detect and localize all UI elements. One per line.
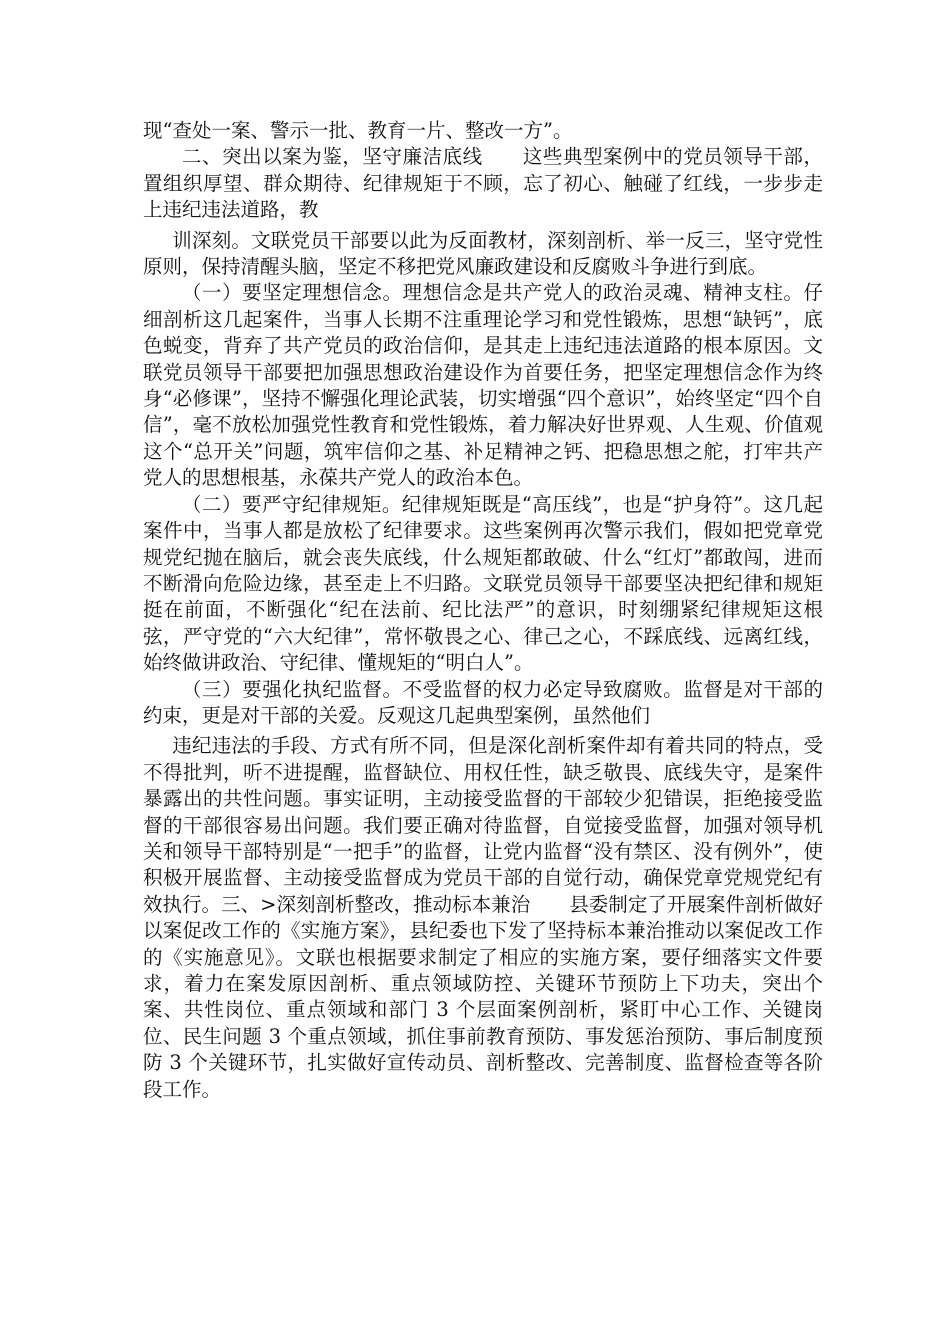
paragraph-7: 违纪违法的手段、方式有所不同，但是深化剖析案件却有着共同的特点，受不得批判，听不进提醒，监督缺位、用权任性，缺乏敬畏、底线失守，是案件暴露出的共性问题。事实证明，主动接受监督的干部较少犯错误，拒绝接受监督的干部很容易出问题。我们要正确对待监督，自觉接受监督，加强对领导机关和领导干部特别是“一把手”的监督，让党内监督“没有禁区、没有例外”，使积极开展监督、主动接受监督成为党员干部的自觉行动，确保党章党规党纪有效执行。三、>深刻剖析整改，推动标本兼治 县委制定了开展案件剖析做好以案促改工作的《实施方案》，县纪委也下发了坚持标本兼治推动以案促改工作的《实施意见》。文联也根据要求制定了相应的实施方案，要仔细落实文件要求，着力在案发原因剖析、重点领域防控、关键环节预防上下功夫，突出个案、共性岗位、重点领域和部门 3 个层面案例剖析，紧盯中心工作、关键岗位、民生问题 3 个重点领域，抓住事前教育预防、事发惩治预防、事后制度预防 3 个关键环节，扎实做好宣传动员、剖析整改、完善制度、监督检查等各阶段工作。 <box>143 734 823 1101</box>
document-page <box>143 118 823 1103</box>
paragraph-3: 训深刻。文联党员干部要以此为反面教材，深刻剖析、举一反三，坚守党性原则，保持清醒头脑，坚定不移把党风廉政建设和反腐败斗争进行到底。 <box>143 228 823 279</box>
paragraph-5: （二）要严守纪律规矩。纪律规矩既是“高压线”，也是“护身符”。这几起案件中，当事人都是放松了纪律要求。这些案例再次警示我们，假如把党章党规党纪抛在脑后，就会丧失底线，什么规矩都敢破、什么“红灯”都敢闯，进而不断滑向危险边缘，甚至走上不归路。文联党员领导干部要坚决把纪律和规矩挺在前面，不断强化“纪在法前、纪比法严”的意识，时刻绷紧纪律规矩这根弦，严守党的“六大纪律”，常怀敬畏之心、律己之心，不踩底线、远离红线，始终做讲政治、守纪律、懂规矩的“明白人”。 <box>143 492 823 675</box>
paragraph-6: （三）要强化执纪监督。不受监督的权力必定导致腐败。监督是对干部的约束，更是对干部的关爱。反观这几起典型案例，虽然他们 <box>143 677 823 727</box>
paragraph-1: 现“查处一案、警示一批、教育一片、整改一方”。 <box>143 119 573 142</box>
paragraph-2: 二、突出以案为鉴，坚守廉洁底线 这些典型案例中的党员领导干部，置组织厚望、群众期待、纪律规矩于不顾，忘了初心、触碰了红线，一步步走上违纪违法道路，教 <box>143 145 823 222</box>
paragraph-4: （一）要坚定理想信念。理想信念是共产党人的政治灵魂、精神支柱。仔细剖析这几起案件，当事人长期不注重理论学习和党性锻炼，思想“缺钙”，底色蜕变，背弃了共产党员的政治信仰，是其走上违纪违法道路的根本原因。文联党员领导干部要把加强思想政治建设作为首要任务，把坚定理想信念作为终身“必修课”，坚持不懈强化理论武装，切实增强“四个意识”，始终坚定“四个自信”，毫不放松加强党性教育和党性锻炼，着力解决好世界观、人生观、价值观这个“总开关”问题，筑牢信仰之基、补足精神之钙、把稳思想之舵，打牢共产党人的思想根基，永葆共产党人的政治本色。 <box>143 281 823 490</box>
